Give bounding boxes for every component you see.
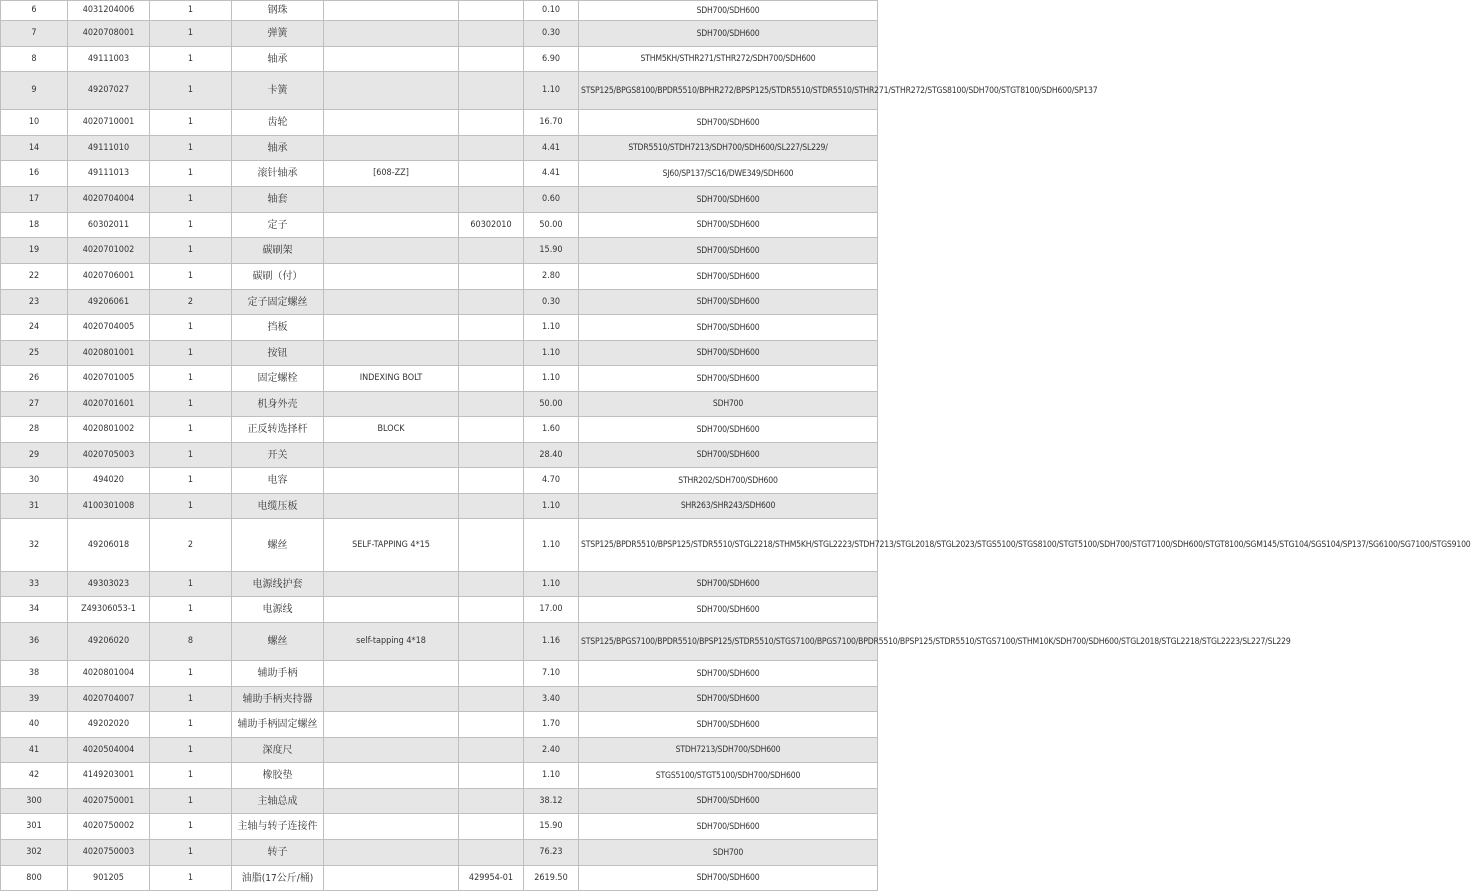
compatible-models: SDH700/SDH600 [579,572,878,597]
price: 1.10 [524,572,579,597]
alt-code [459,417,524,443]
specification [324,840,459,866]
compatible-models: SDH700/SDH600 [579,417,878,443]
compatible-models: SJ60/SP137/SC16/DWE349/SDH600 [579,161,878,187]
quantity: 1 [150,572,232,597]
alt-code [459,110,524,136]
row-number: 23 [1,290,68,315]
price: 1.10 [524,315,579,341]
part-number: 4020801002 [68,417,150,443]
part-number: 49303023 [68,572,150,597]
price: 6.90 [524,47,579,72]
part-name: 碳刷架 [232,238,324,264]
part-name: 轴承 [232,47,324,72]
part-number: 4020750003 [68,840,150,866]
part-name: 油脂(17公斤/桶) [232,866,324,891]
price: 28.40 [524,443,579,468]
quantity: 2 [150,519,232,572]
alt-code [459,187,524,213]
alt-code [459,136,524,161]
quantity: 1 [150,315,232,341]
quantity: 1 [150,738,232,763]
table-row [1,738,878,763]
row-number: 302 [1,840,68,866]
part-number: 49111003 [68,47,150,72]
quantity: 1 [150,443,232,468]
part-name: 定子固定螺丝 [232,290,324,315]
specification [324,47,459,72]
price: 0.60 [524,187,579,213]
part-name: 弹簧 [232,21,324,47]
quantity: 8 [150,623,232,661]
alt-code [459,687,524,712]
part-number: 49206020 [68,623,150,661]
row-number: 33 [1,572,68,597]
specification: self-tapping 4*18 [324,623,459,661]
specification [324,866,459,891]
quantity: 1 [150,763,232,789]
table-row [1,712,878,738]
part-number: 4020801001 [68,341,150,366]
compatible-models: STSP125/BPGS7100/BPDR5510/BPSP125/STDR5510/STGS7100/BPGS7100/BPDR5510/BPSP125/STDR5510/STGS7100/STHM10K/SDH700/SDH600/STGL2018/STGL2218/STGL2223/SL227/SL229 [579,623,878,661]
row-number: 31 [1,494,68,519]
part-number: 4020704007 [68,687,150,712]
part-number: 49207027 [68,72,150,110]
compatible-models: STDR5510/STDH7213/SDH700/SDH600/SL227/SL229/ [579,136,878,161]
specification: [608-ZZ] [324,161,459,187]
part-number: 4020801004 [68,661,150,687]
compatible-models: SDH700/SDH600 [579,443,878,468]
quantity: 1 [150,1,232,21]
table-row [1,341,878,366]
table-row [1,264,878,290]
part-name: 挡板 [232,315,324,341]
specification [324,687,459,712]
part-name: 电源线 [232,597,324,623]
alt-code [459,494,524,519]
specification [324,72,459,110]
specification [324,661,459,687]
compatible-models: SDH700/SDH600 [579,366,878,392]
row-number: 18 [1,213,68,238]
row-number: 32 [1,519,68,572]
alt-code [459,597,524,623]
table-row [1,789,878,814]
part-number: 4020750001 [68,789,150,814]
compatible-models: STHR202/SDH700/SDH600 [579,468,878,494]
table-row [1,661,878,687]
row-number: 42 [1,763,68,789]
specification [324,290,459,315]
table-row [1,687,878,712]
price: 1.10 [524,494,579,519]
table-row [1,366,878,392]
row-number: 36 [1,623,68,661]
compatible-models: STSP125/BPDR5510/BPSP125/STDR5510/STGL2218/STHM5KH/STGL2223/STDH7213/STGL2018/STGL2023/STGS5100/STGS8100/STGT5100/SDH700/STGT7100/SDH600/STGT8100/SGM145/STG104/SGS104/SP137/SG6100/SG7100/STGS9100 [579,519,878,572]
alt-code [459,738,524,763]
specification [324,187,459,213]
row-number: 800 [1,866,68,891]
quantity: 1 [150,661,232,687]
table-row [1,597,878,623]
row-number: 24 [1,315,68,341]
specification [324,572,459,597]
table-row [1,238,878,264]
price: 1.70 [524,712,579,738]
table-row [1,110,878,136]
alt-code [459,443,524,468]
specification [324,21,459,47]
part-number: 4020704005 [68,315,150,341]
quantity: 1 [150,840,232,866]
specification [324,315,459,341]
compatible-models: SDH700 [579,840,878,866]
table-row [1,866,878,891]
specification [324,213,459,238]
alt-code [459,840,524,866]
quantity: 1 [150,161,232,187]
specification [324,1,459,21]
part-name: 碳刷（付） [232,264,324,290]
compatible-models: SDH700/SDH600 [579,290,878,315]
specification [324,494,459,519]
part-name: 辅助手柄固定螺丝 [232,712,324,738]
part-name: 转子 [232,840,324,866]
part-name: 螺丝 [232,519,324,572]
table-row [1,417,878,443]
part-number: 494020 [68,468,150,494]
quantity: 1 [150,866,232,891]
part-number: 4020710001 [68,110,150,136]
compatible-models: SDH700/SDH600 [579,661,878,687]
compatible-models: SDH700/SDH600 [579,712,878,738]
part-name: 机身外壳 [232,392,324,417]
table-row [1,572,878,597]
part-name: 齿轮 [232,110,324,136]
row-number: 26 [1,366,68,392]
part-name: 电源线护套 [232,572,324,597]
part-name: 橡胶垫 [232,763,324,789]
alt-code [459,814,524,840]
part-name: 按钮 [232,341,324,366]
compatible-models: SDH700 [579,392,878,417]
quantity: 1 [150,789,232,814]
part-number: 49206018 [68,519,150,572]
table-row [1,315,878,341]
part-name: 电容 [232,468,324,494]
quantity: 2 [150,290,232,315]
compatible-models: SDH700/SDH600 [579,238,878,264]
row-number: 38 [1,661,68,687]
alt-code [459,72,524,110]
compatible-models: SDH700/SDH600 [579,213,878,238]
part-name: 定子 [232,213,324,238]
quantity: 1 [150,712,232,738]
specification [324,763,459,789]
price: 16.70 [524,110,579,136]
specification [324,712,459,738]
table-row [1,494,878,519]
specification [324,238,459,264]
alt-code [459,1,524,21]
part-name: 正反转选择杆 [232,417,324,443]
quantity: 1 [150,687,232,712]
alt-code [459,366,524,392]
compatible-models: SDH700/SDH600 [579,814,878,840]
price: 38.12 [524,789,579,814]
compatible-models: SDH700/SDH600 [579,687,878,712]
row-number: 8 [1,47,68,72]
quantity: 1 [150,110,232,136]
quantity: 1 [150,366,232,392]
part-name: 钢珠 [232,1,324,21]
row-number: 39 [1,687,68,712]
part-name: 轴承 [232,136,324,161]
row-number: 40 [1,712,68,738]
alt-code [459,392,524,417]
part-number: 49206061 [68,290,150,315]
part-number: 4020504004 [68,738,150,763]
row-number: 41 [1,738,68,763]
quantity: 1 [150,417,232,443]
alt-code [459,712,524,738]
compatible-models: SDH700/SDH600 [579,21,878,47]
price: 0.10 [524,1,579,21]
row-number: 10 [1,110,68,136]
alt-code: 60302010 [459,213,524,238]
row-number: 17 [1,187,68,213]
table-row [1,623,878,661]
part-name: 主轴与转子连接件 [232,814,324,840]
specification [324,789,459,814]
part-name: 固定螺栓 [232,366,324,392]
row-number: 14 [1,136,68,161]
quantity: 1 [150,187,232,213]
compatible-models: STDH7213/SDH700/SDH600 [579,738,878,763]
alt-code [459,238,524,264]
part-number: 4020705003 [68,443,150,468]
part-number: 4149203001 [68,763,150,789]
part-number: 49111013 [68,161,150,187]
row-number: 22 [1,264,68,290]
part-name: 螺丝 [232,623,324,661]
row-number: 25 [1,341,68,366]
row-number: 301 [1,814,68,840]
row-number: 9 [1,72,68,110]
alt-code [459,21,524,47]
price: 7.10 [524,661,579,687]
compatible-models: STGS5100/STGT5100/SDH700/SDH600 [579,763,878,789]
quantity: 1 [150,136,232,161]
specification [324,597,459,623]
row-number: 27 [1,392,68,417]
price: 0.30 [524,21,579,47]
alt-code [459,47,524,72]
table-row [1,136,878,161]
quantity: 1 [150,468,232,494]
quantity: 1 [150,213,232,238]
specification: INDEXING BOLT [324,366,459,392]
compatible-models: SHR263/SHR243/SDH600 [579,494,878,519]
part-name: 深度尺 [232,738,324,763]
quantity: 1 [150,47,232,72]
quantity: 1 [150,238,232,264]
part-number: 4020701005 [68,366,150,392]
alt-code [459,661,524,687]
part-number: 49202020 [68,712,150,738]
table-row [1,187,878,213]
part-name: 辅助手柄夹持器 [232,687,324,712]
price: 1.60 [524,417,579,443]
specification [324,341,459,366]
price: 1.10 [524,763,579,789]
alt-code [459,161,524,187]
compatible-models: SDH700/SDH600 [579,866,878,891]
price: 2.80 [524,264,579,290]
part-number: 4020704004 [68,187,150,213]
part-number: 49111010 [68,136,150,161]
part-number: Z49306053-1 [68,597,150,623]
price: 2619.50 [524,866,579,891]
specification [324,814,459,840]
price: 3.40 [524,687,579,712]
alt-code [459,763,524,789]
price: 50.00 [524,392,579,417]
specification [324,136,459,161]
table-row [1,290,878,315]
quantity: 1 [150,392,232,417]
compatible-models: SDH700/SDH600 [579,597,878,623]
price: 1.10 [524,519,579,572]
price: 4.41 [524,161,579,187]
table-row [1,392,878,417]
quantity: 1 [150,341,232,366]
compatible-models: SDH700/SDH600 [579,1,878,21]
compatible-models: SDH700/SDH600 [579,315,878,341]
quantity: 1 [150,72,232,110]
part-number: 4020701002 [68,238,150,264]
alt-code [459,519,524,572]
quantity: 1 [150,814,232,840]
table-row [1,468,878,494]
table-row [1,763,878,789]
row-number: 30 [1,468,68,494]
part-number: 4020750002 [68,814,150,840]
price: 50.00 [524,213,579,238]
price: 1.10 [524,72,579,110]
price: 2.40 [524,738,579,763]
alt-code: 429954-01 [459,866,524,891]
compatible-models: SDH700/SDH600 [579,110,878,136]
part-name: 辅助手柄 [232,661,324,687]
specification [324,264,459,290]
alt-code [459,789,524,814]
price: 15.90 [524,814,579,840]
alt-code [459,468,524,494]
table-row [1,21,878,47]
compatible-models: STSP125/BPGS8100/BPDR5510/BPHR272/BPSP125/STDR5510/STDR5510/STHR271/STHR272/STGS8100/SDH700/STGT8100/SDH600/SP137 [579,72,878,110]
quantity: 1 [150,494,232,519]
part-number: 901205 [68,866,150,891]
table-row [1,814,878,840]
specification [324,468,459,494]
alt-code [459,623,524,661]
price: 17.00 [524,597,579,623]
compatible-models: SDH700/SDH600 [579,264,878,290]
part-number: 4020708001 [68,21,150,47]
quantity: 1 [150,264,232,290]
price: 4.70 [524,468,579,494]
alt-code [459,290,524,315]
part-name: 电缆压板 [232,494,324,519]
price: 15.90 [524,238,579,264]
alt-code [459,341,524,366]
row-number: 300 [1,789,68,814]
quantity: 1 [150,21,232,47]
specification [324,110,459,136]
part-number: 4031204006 [68,1,150,21]
part-name: 开关 [232,443,324,468]
table-row [1,72,878,110]
specification [324,738,459,763]
table-row [1,1,878,21]
part-name: 滚针轴承 [232,161,324,187]
price: 0.30 [524,290,579,315]
table-row [1,443,878,468]
alt-code [459,264,524,290]
specification: SELF-TAPPING 4*15 [324,519,459,572]
price: 1.10 [524,366,579,392]
compatible-models: STHM5KH/STHR271/STHR272/SDH700/SDH600 [579,47,878,72]
price: 1.10 [524,341,579,366]
alt-code [459,572,524,597]
part-name: 主轴总成 [232,789,324,814]
table-row [1,47,878,72]
part-name: 轴套 [232,187,324,213]
part-number: 60302011 [68,213,150,238]
row-number: 6 [1,1,68,21]
specification [324,443,459,468]
specification [324,392,459,417]
part-name: 卡簧 [232,72,324,110]
part-number: 4020701601 [68,392,150,417]
compatible-models: SDH700/SDH600 [579,789,878,814]
row-number: 19 [1,238,68,264]
row-number: 7 [1,21,68,47]
row-number: 16 [1,161,68,187]
compatible-models: SDH700/SDH600 [579,341,878,366]
alt-code [459,315,524,341]
table-row [1,519,878,572]
row-number: 28 [1,417,68,443]
part-number: 4100301008 [68,494,150,519]
row-number: 29 [1,443,68,468]
quantity: 1 [150,597,232,623]
price: 1.16 [524,623,579,661]
price: 76.23 [524,840,579,866]
part-number: 4020706001 [68,264,150,290]
compatible-models: SDH700/SDH600 [579,187,878,213]
table-row [1,213,878,238]
price: 4.41 [524,136,579,161]
row-number: 34 [1,597,68,623]
table-row [1,840,878,866]
table-row [1,161,878,187]
specification: BLOCK [324,417,459,443]
